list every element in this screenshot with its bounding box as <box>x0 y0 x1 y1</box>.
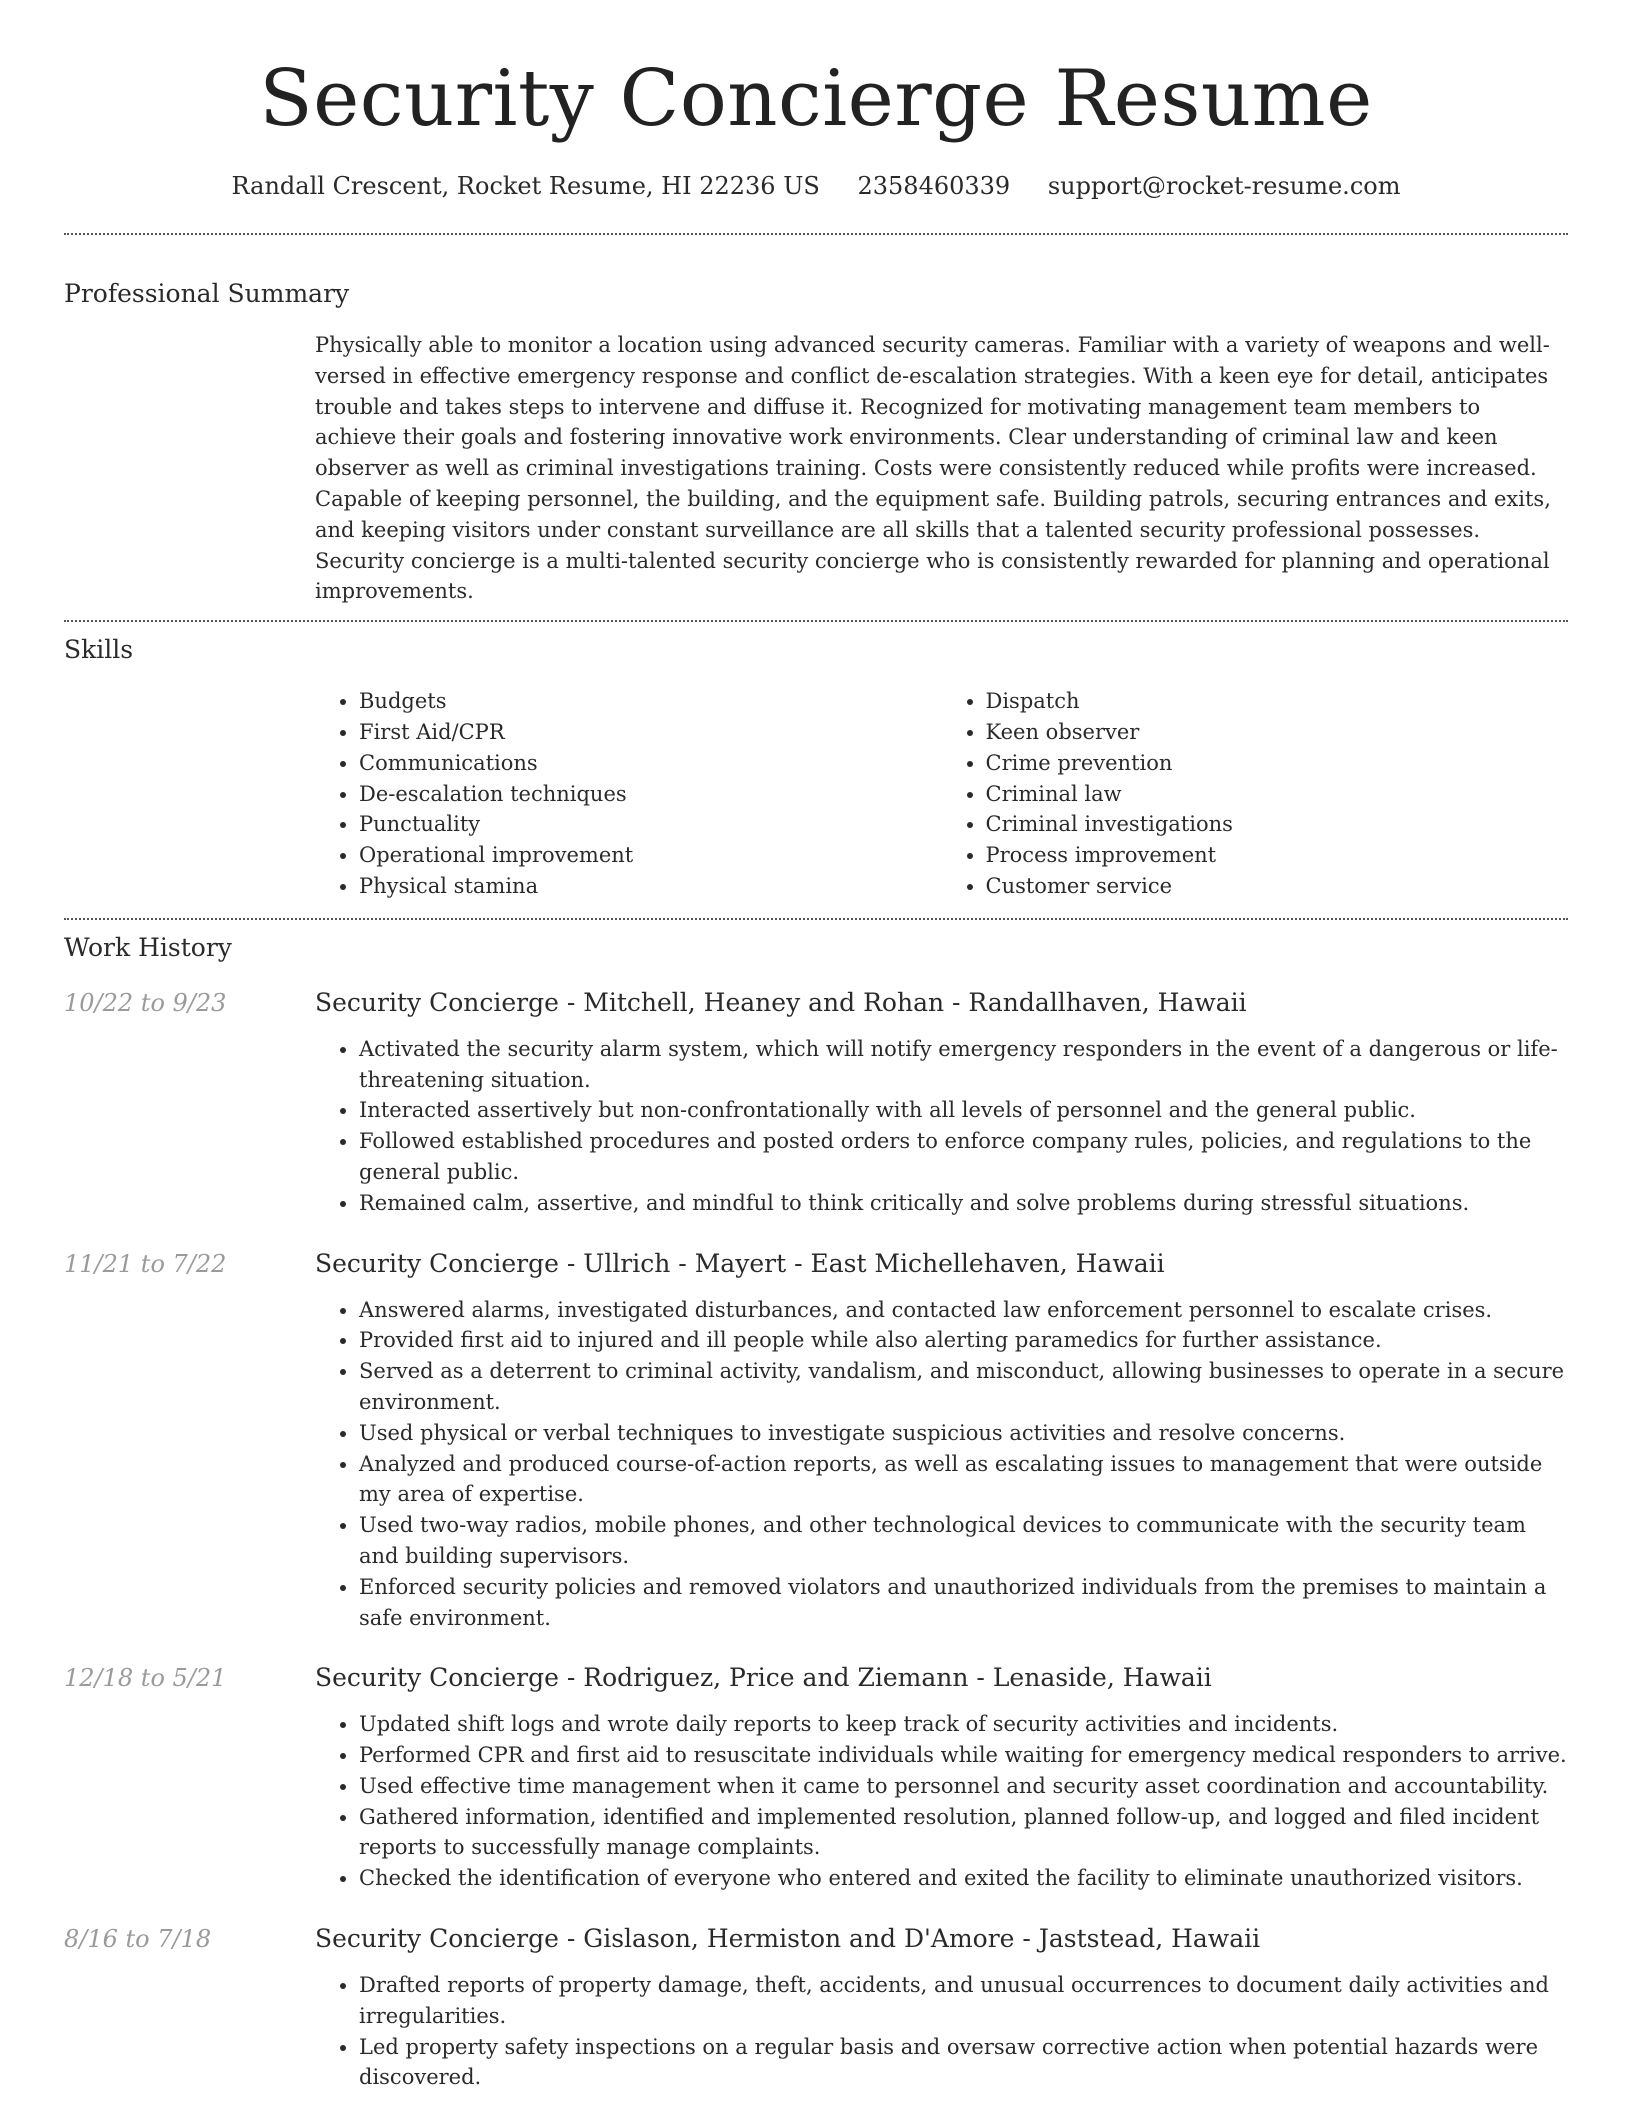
job-bullet: • Activated the security alarm system, which will notify emergency responders in the event of a dangerous or life-threatening situation. <box>359 1034 1568 1096</box>
skill-item: • Crime prevention <box>986 748 1569 779</box>
job-bullet: • Analyzed and produced course-of-action reports, as well as escalating issues to management that were outside my area of expertise. <box>359 1449 1568 1511</box>
section-divider <box>64 233 1568 235</box>
job-bullet: • Used effective time management when it came to personnel and security asset coordination and accountability. <box>359 1771 1568 1802</box>
job-bullet: • Followed established procedures and posted orders to enforce company rules, policies, and regulations to the general public. <box>359 1126 1568 1188</box>
skill-item: • Communications <box>359 748 942 779</box>
job-dates: 11/21 to 7/22 <box>64 1249 227 1278</box>
skill-item: • Keen observer <box>986 717 1569 748</box>
contact-phone: 2358460339 <box>857 172 1011 200</box>
skills-column-right <box>942 686 1569 902</box>
job-bullets <box>315 1034 1568 1219</box>
job-bullet: • Used physical or verbal techniques to investigate suspicious activities and resolve concerns. <box>359 1418 1568 1449</box>
job-header <box>64 1663 1568 1692</box>
skills-column-left <box>315 686 942 902</box>
skill-item: • Criminal investigations <box>986 809 1569 840</box>
skill-item: • Process improvement <box>986 840 1569 871</box>
resume-page <box>64 0 1568 2093</box>
skill-item: • First Aid/CPR <box>359 717 942 748</box>
skill-item: • Budgets <box>359 686 942 717</box>
skill-item: • Dispatch <box>986 686 1569 717</box>
job-bullet: • Remained calm, assertive, and mindful to think critically and solve problems during stressful situations. <box>359 1188 1568 1219</box>
job-bullet: • Led property safety inspections on a regular basis and oversaw corrective action when potential hazards were discovered. <box>359 2032 1568 2094</box>
section-divider <box>64 620 1568 622</box>
section-divider <box>64 918 1568 920</box>
job-bullet: • Answered alarms, investigated disturbances, and contacted law enforcement personnel to escalate crises. <box>359 1295 1568 1326</box>
job-dates: 10/22 to 9/23 <box>64 988 227 1017</box>
skills-list <box>315 686 1568 902</box>
job-bullet: • Performed CPR and first aid to resuscitate individuals while waiting for emergency medical responders to arrive. <box>359 1740 1568 1771</box>
job-bullet: • Updated shift logs and wrote daily reports to keep track of security activities and incidents. <box>359 1709 1568 1740</box>
job-bullets <box>315 1709 1568 1894</box>
job-header <box>64 1924 1568 1953</box>
job-bullet: • Drafted reports of property damage, theft, accidents, and unusual occurrences to document daily activities and irregularities. <box>359 1970 1568 2032</box>
contact-address: Randall Crescent, Rocket Resume, HI 22236 US <box>231 172 820 200</box>
skill-item: • Punctuality <box>359 809 942 840</box>
job-bullets <box>315 1295 1568 1634</box>
job-title: Security Concierge - Ullrich - Mayert - East Michellehaven, Hawaii <box>315 1248 1165 1278</box>
skill-item: • Customer service <box>986 871 1569 902</box>
skill-item: • Physical stamina <box>359 871 942 902</box>
job-bullet: • Gathered information, identified and implemented resolution, planned follow-up, and logged and filed incident reports to successfully manage complaints. <box>359 1802 1568 1864</box>
skill-item: • Criminal law <box>986 779 1569 810</box>
job-entry <box>64 1924 1568 2093</box>
summary-heading: Professional Summary <box>64 279 350 308</box>
skill-item: • De-escalation techniques <box>359 779 942 810</box>
job-title: Security Concierge - Rodriguez, Price and Ziemann - Lenaside, Hawaii <box>315 1663 1212 1693</box>
job-dates: 12/18 to 5/21 <box>64 1664 227 1693</box>
job-header <box>64 1249 1568 1278</box>
job-entry <box>64 1249 1568 1634</box>
job-bullet: • Served as a deterrent to criminal activity, vandalism, and misconduct, allowing businesses to operate in a secure environment. <box>359 1356 1568 1418</box>
work-history-heading: Work History <box>64 932 232 962</box>
job-bullet: • Checked the identification of everyone who entered and exited the facility to eliminate unauthorized visitors. <box>359 1863 1568 1894</box>
summary-text: Physically able to monitor a location using advanced security cameras. Familiar with a variety of weapons and well-versed in effective emergency response and conflict de-escalation strategies. With a keen eye for detail, anticipates trouble and takes steps to intervene and diffuse it. Recognized for motivating management team members to achieve their goals and fostering innovative work environments. Clear understanding of criminal law and keen observer as well as criminal investigations training. Costs were consistently reduced while profits were increased. Capable of keeping personnel, the building, and the equipment safe. Building patrols, securing entrances and exits, and keeping visitors under constant surveillance are all skills that a talented security professional possesses. Security concierge is a multi-talented security concierge who is consistently rewarded for planning and operational improvements. <box>315 333 1551 604</box>
job-bullets <box>315 1970 1568 2093</box>
job-bullet: • Interacted assertively but non-confrontationally with all levels of personnel and the general public. <box>359 1095 1568 1126</box>
skill-item: • Operational improvement <box>359 840 942 871</box>
job-dates: 8/16 to 7/18 <box>64 1925 212 1954</box>
job-bullet: • Used two-way radios, mobile phones, and other technological devices to communicate with the security team and building supervisors. <box>359 1510 1568 1572</box>
job-bullet: • Provided first aid to injured and ill people while also alerting paramedics for further assistance. <box>359 1325 1568 1356</box>
resume-title: Security Concierge Resume <box>259 54 1373 144</box>
job-header <box>64 988 1568 1017</box>
job-entry <box>64 988 1568 1219</box>
skills-heading: Skills <box>64 635 134 665</box>
job-title: Security Concierge - Mitchell, Heaney and Rohan - Randallhaven, Hawaii <box>315 987 1247 1017</box>
contact-line <box>64 172 1568 200</box>
job-entry <box>64 1663 1568 1894</box>
contact-email[interactable]: support@rocket-resume.com <box>1047 172 1401 200</box>
job-title: Security Concierge - Gislason, Hermiston and D'Amore - Jaststead, Hawaii <box>315 1924 1261 1954</box>
job-bullet: • Enforced security policies and removed violators and unauthorized individuals from the premises to maintain a safe environment. <box>359 1572 1568 1634</box>
